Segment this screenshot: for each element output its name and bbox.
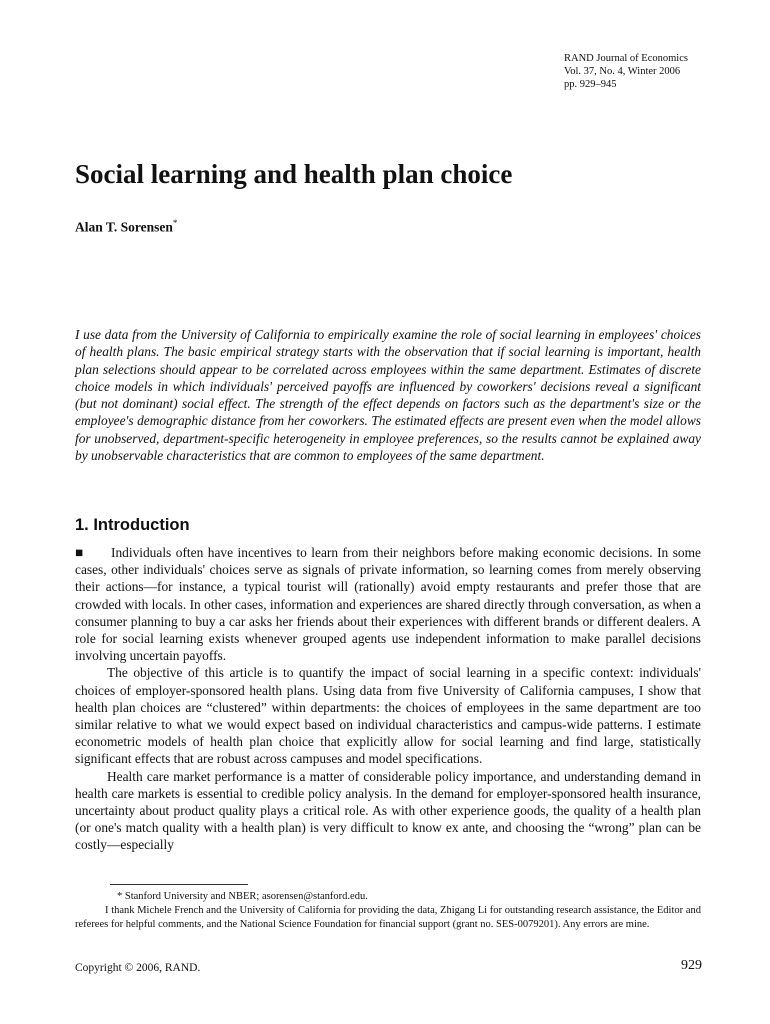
journal-citation xyxy=(564,52,754,91)
footnotes xyxy=(75,890,701,933)
footnote-affiliation: * Stanford University and NBER; asorensen@stanford.edu. xyxy=(117,891,368,902)
paragraph-3: Health care market performance is a matter of considerable policy importance, and understanding demand in health care markets is essential to credible policy analysis. In the demand for employer-sponsored health insurance, uncertainty about product quality plays a critical role. As with other experience goods, the quality of a health plan (or one's match quality with a health plan) is very difficult to know ex ante, and choosing the “wrong” plan can be costly—especially xyxy=(75,768,701,853)
copyright: Copyright © 2006, RAND. xyxy=(75,962,201,974)
paragraph-1-text: Individuals often have incentives to learn from their neighbors before making economic decisions. In some cases, other individuals' choices serve as signals of private information, so learning comes from merely observing their actions—for instance, a typical tourist will (rationally) avoid empty restaurants and prefer those that are crowded with locals. In other cases, information and experiences are shared directly through conversation, as when a consumer planning to buy a car asks her friends about their experiences with different brands or different dealers. A role for social learning exists whenever grouped agents use independent information to make parallel decisions involving uncertain payoffs. xyxy=(75,545,701,664)
journal-pages: pp. 929–945 xyxy=(564,79,617,90)
author-name: Alan T. Sorensen xyxy=(75,219,173,235)
paragraph-2: The objective of this article is to quantify the impact of social learning in a specific context: individuals' choices of employer-sponsored health plans. Using data from five University of California campuses, I show that health plan choices are “clustered” within departments: the choices of employees in the same department are too similar relative to what we would expect based on individual characteristics and campus-wide patterns. I estimate econometric models of health plan choice that explicitly allow for social learning and find large, statistically significant effects that are robust across campuses and model specifications. xyxy=(75,665,701,767)
journal-volume: Vol. 37, No. 4, Winter 2006 xyxy=(564,66,681,77)
section-bullet: ■ xyxy=(75,545,84,560)
paragraph-1 xyxy=(75,544,701,664)
footnote-divider xyxy=(110,884,248,885)
abstract: I use data from the University of California to empirically examine the role of social learning in employees' choices of health plans. The basic empirical strategy starts with the observation that if social learning is important, health plan selections should appear to be correlated across employees within the same department. Estimates of discrete choice models in which individuals' perceived payoffs are influenced by coworkers' decisions reveal a significant (but not dominant) social effect. The strength of the effect depends on factors such as the department's size or the employee's demographic distance from her coworkers. The estimated effects are present even when the model allows for unobserved, department-specific heterogeneity in employee preferences, so the results cannot be explained away by unobservable characteristics that are common to employees of the same department. xyxy=(75,327,701,464)
body-text xyxy=(75,544,701,854)
article-title: Social learning and health plan choice xyxy=(75,159,513,189)
journal-name: RAND Journal of Economics xyxy=(564,53,688,64)
page-number: 929 xyxy=(681,958,702,973)
author xyxy=(75,218,177,236)
section-heading: 1. Introduction xyxy=(75,516,190,534)
footnote-acknowledgment: I thank Michele French and the University of California for providing the data, Zhigang Li for outstanding research assistance, the Editor and referees for helpful comments, and the National Science Foundation for financial support (grant no. SES-0079201). Any errors are mine. xyxy=(75,905,701,931)
author-footnote-mark: * xyxy=(172,218,178,228)
